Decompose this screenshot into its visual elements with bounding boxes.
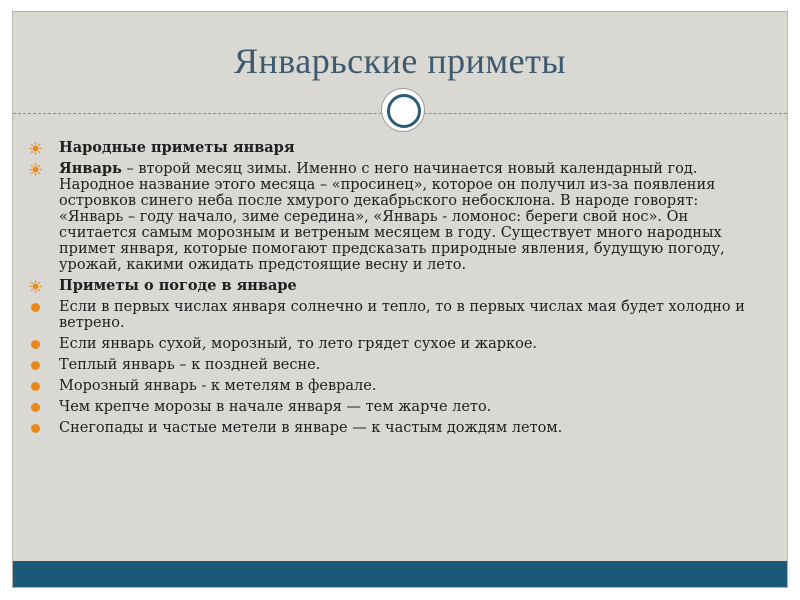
- heading-text: Приметы о погоде в январе: [59, 277, 297, 294]
- dot-bullet-icon: [31, 303, 40, 312]
- list-item: [59, 399, 759, 415]
- list-item: [59, 299, 759, 331]
- slide: [12, 11, 788, 588]
- dot-bullet-icon: [31, 340, 40, 349]
- dot-bullet-icon: [31, 424, 40, 433]
- heading-text: Народные приметы января: [59, 139, 295, 156]
- list-item: [59, 336, 759, 352]
- circle-ornament-icon: [381, 88, 425, 132]
- dot-bullet-icon: [31, 403, 40, 412]
- sun-bullet-icon: [29, 163, 42, 176]
- footer-bar: [13, 561, 787, 587]
- sun-bullet-icon: [29, 280, 42, 293]
- january-paragraph: [59, 161, 759, 273]
- sun-bullet-icon: [29, 142, 42, 155]
- paragraph-text: – второй месяц зимы. Именно с него начинается новый календарный год. Народное название этого месяца – «просинец», которое он получил из-за появления островков синего неба после хмурого декабрьского небосклона. В народе говорят: «Январь – году начало, зиме середина», «Январь - ломонос: береги свой нос». Он считается самым морозным и ветреным месяцем в году. Существует много народных примет января, которые помогают предсказать природные явления, будущую погоду, урожай, какими ожидать предстоящие весну и лето.: [59, 161, 725, 273]
- paragraph-lead: Январь: [59, 160, 122, 177]
- slide-title: Январьские приметы: [233, 41, 567, 81]
- omen-text: Теплый январь – к поздней весне.: [59, 357, 321, 373]
- ring-icon: [387, 94, 421, 128]
- heading-folk-omens: [59, 140, 759, 156]
- omen-text: Если январь сухой, морозный, то лето грядет сухое и жаркое.: [59, 336, 538, 352]
- list-item: [59, 357, 759, 373]
- omen-text: Чем крепче морозы в начале января — тем жарче лето.: [59, 399, 492, 415]
- slide-content: [59, 140, 759, 441]
- omen-text: Морозный январь - к метелям в феврале.: [59, 378, 377, 394]
- omen-text: Если в первых числах января солнечно и тепло, то в первых числах мая будет холодно и ветрено.: [59, 299, 745, 331]
- list-item: [59, 420, 759, 436]
- omen-text: Снегопады и частые метели в январе — к частым дождям летом.: [59, 420, 563, 436]
- dot-bullet-icon: [31, 382, 40, 391]
- list-item: [59, 378, 759, 394]
- dot-bullet-icon: [31, 361, 40, 370]
- heading-weather-omens: [59, 278, 759, 294]
